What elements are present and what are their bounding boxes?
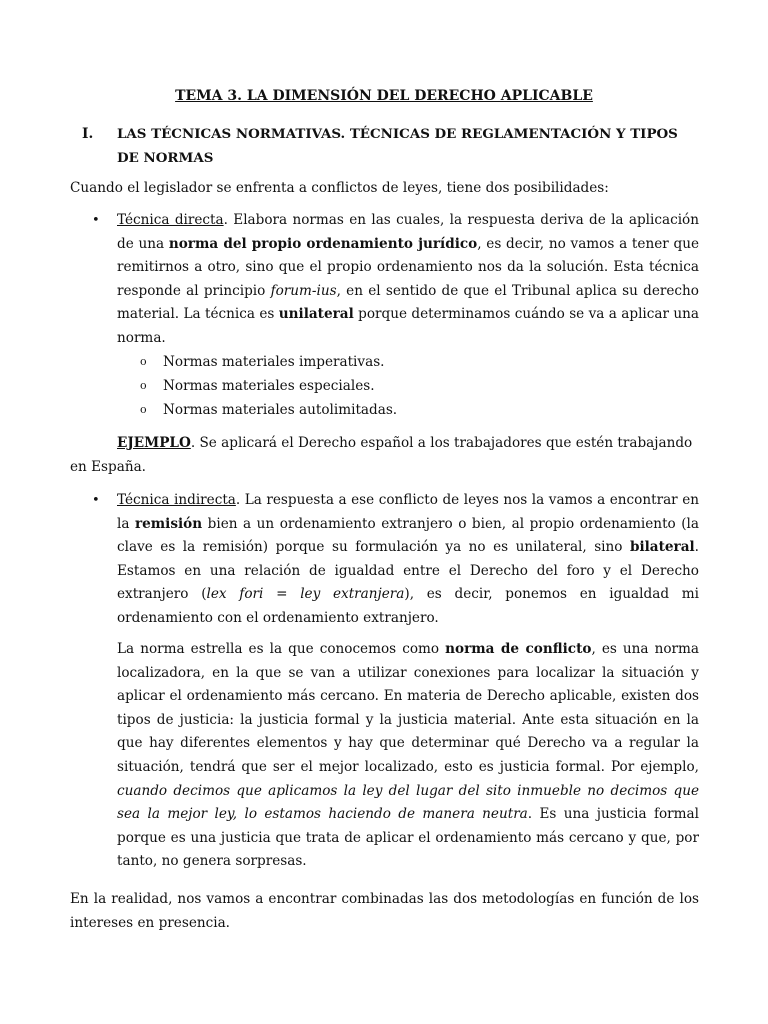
- bold-term: unilateral: [278, 306, 354, 323]
- italic-term: lex fori = ley extranjera: [206, 586, 405, 603]
- text-run: bien a un ordenamiento extranjero o bien, al propio ordenamiento (la clave es la remisión) porque su formulación ya no es unilateral, sino: [117, 515, 699, 556]
- text-run: . Estamos en una relación de igualdad entre el Derecho del foro y el Derecho extranjero (: [117, 539, 699, 603]
- document-title: TEMA 3. LA DIMENSIÓN DEL DERECHO APLICABLE: [175, 88, 593, 104]
- section-heading: LAS TÉCNICAS NORMATIVAS. TÉCNICAS DE REGLAMENTACIÓN Y TIPOS DE NORMAS: [117, 126, 678, 166]
- direct-technique-label: Técnica directa: [117, 212, 224, 228]
- text-run: , en el sentido de que el Tribunal aplica su derecho material. La técnica es: [117, 282, 699, 323]
- closing-paragraph: En la realidad, nos vamos a encontrar combinadas las dos metodologías en función de los intereses en presencia.: [70, 891, 699, 931]
- text-run: . Elabora normas en las cuales, la respuesta deriva de la aplicación de una: [117, 212, 699, 252]
- text-run: . La respuesta a ese conflicto de leyes nos la vamos a encontrar en la: [117, 492, 699, 532]
- section-number: I.: [82, 126, 94, 142]
- text-run: . Es una justicia formal porque es una justicia que trata de aplicar el ordenamiento más cercano y que, por tanto, no genera sorpresas.: [117, 806, 700, 870]
- sub-list-item: Normas materiales especiales.: [163, 378, 375, 394]
- bold-term: bilateral: [629, 539, 695, 556]
- indirect-technique-label: Técnica indirecta: [117, 492, 236, 508]
- indirect-technique-paragraph: [117, 489, 699, 631]
- intro-paragraph: Cuando el legislador se enfrenta a conflictos de leyes, tiene dos posibilidades:: [70, 180, 609, 196]
- bold-term: norma de conflicto: [445, 641, 592, 657]
- sub-bullet-icon: o: [140, 355, 147, 368]
- text-run: porque determinamos cuándo se va a aplicar una norma.: [117, 306, 700, 346]
- bold-term: norma del propio ordenamiento jurídico: [168, 235, 478, 252]
- direct-technique-paragraph: [117, 209, 699, 351]
- sub-bullet-icon: o: [140, 379, 147, 392]
- text-run: ), es decir, ponemos en igualdad mi ordenamiento con el ordenamiento extranjero.: [117, 586, 699, 626]
- bullet-icon: •: [92, 493, 100, 508]
- example-paragraph: [70, 431, 699, 479]
- sub-bullet-icon: o: [140, 403, 147, 416]
- sub-list-item: Normas materiales imperativas.: [163, 354, 385, 370]
- text-run: , es decir, no vamos a tener que remitirnos a otro, sino que el propio ordenamiento nos da la solución. Esta técnica responde al principio: [117, 235, 699, 299]
- bullet-icon: •: [92, 213, 100, 228]
- sub-list-item: Normas materiales autolimitadas.: [163, 402, 398, 418]
- text-run: La norma estrella es la que conocemos como: [117, 641, 446, 657]
- bold-term: remisión: [134, 515, 203, 532]
- italic-term: forum-ius: [270, 282, 337, 299]
- conflict-norm-paragraph: [117, 638, 699, 874]
- example-label: EJEMPLO: [117, 435, 191, 451]
- text-run: . Se aplicará el Derecho español a los trabajadores que estén trabajando en España.: [70, 435, 693, 475]
- text-run: , es una norma localizadora, en la que se van a utilizar conexiones para localizar la situación y aplicar el ordenamiento más cercano. En materia de Derecho aplicable, existen dos tipos de justicia: la justicia formal y la justicia material. Ante esta situación en la que hay diferentes elementos y hay que determinar qué Derecho va a regular la situación, tendrá que ser el mejor localizado, esto es justicia formal. Por ejemplo,: [117, 641, 699, 775]
- italic-example: cuando decimos que aplicamos la ley del lugar del sito inmueble no decimos que sea la mejor ley, lo estamos haciendo de manera neutra: [117, 782, 699, 823]
